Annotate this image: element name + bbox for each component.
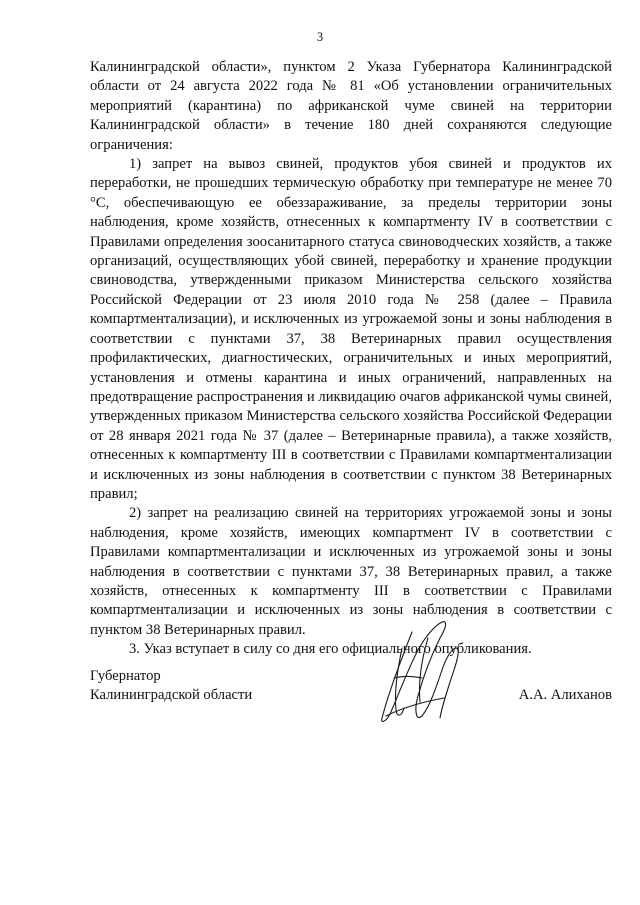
page-number: 3 — [316, 30, 324, 44]
signature-block — [90, 667, 612, 717]
position-title-line-1: Губернатор — [90, 668, 161, 684]
signatory-position — [90, 667, 252, 706]
paragraph-continuation: Калининградской области», пунктом 2 Указа Губернатора Калининградской области от 24 августа 2022 года № 81 «Об установлении ограничительных мероприятий (карантина) по африканской чуме свиней на территории Калининградской области» в течение 180 дней сохраняются следующие ограничения: — [90, 59, 612, 153]
document-body — [90, 58, 612, 660]
paragraph-effective-date: 3. Указ вступает в силу со дня его официального опубликования. — [129, 641, 532, 658]
signatory-name: А.А. Алиханов — [518, 687, 612, 703]
position-title-line-2: Калининградской области — [90, 687, 253, 704]
paragraph-restriction-1: 1) запрет на вывоз свиней, продуктов убоя свиней и продуктов их переработки, не прошедших термическую обработку при температуре не менее 70 °С, обеспечивающую ее обеззараживание, за пределы территории зоны наблюдения, кроме хозяйств, отнесенных к компартменту IV в соответствии с Правилами определения зоосанитарного статуса свиноводческих хозяйств, а также организаций, осуществляющих убой свиней, переработку и хранение продукции свиноводства, утвержденными приказом Министерства сельского хозяйства Российской Федерации от 23 июля 2010 года № 258 (далее – Правила компартментализации), и исключенных из угрожаемой зоны и зоны наблюдения в соответствии с пунктами 37, 38 Ветеринарных правил осуществления профилактических, диагностических, ограничительных и иных мероприятий, установления и отмены карантина и иных ограничений, направленных на предотвращение распространения и ликвидацию очагов африканской чумы свиней, утвержденных приказом Министерства сельского хозяйства Российской Федерации от 28 января 2021 года № 37 (далее – Ветеринарные правила), а также хозяйств, отнесенных к компартменту III в соответствии с Правилами компартментализации и исключенных из зоны наблюдения в соответствии с пунктом 38 Ветеринарных правил; — [90, 156, 612, 502]
paragraph-restriction-2: 2) запрет на реализацию свиней на территориях угрожаемой зоны и зоны наблюдения, кроме хозяйств, имеющих компартмент IV в соответствии с Правилами компартментализации и исключенных из угрожаемой зоны и зоны наблюдения в соответствии с пунктами 37, 38 Ветеринарных правил, а также хозяйств, отнесенных к компартменту III в соответствии с Правилами компартментализации и исключенных из зоны наблюдения в соответствии с пунктом 38 Ветеринарных правил. — [90, 505, 612, 638]
